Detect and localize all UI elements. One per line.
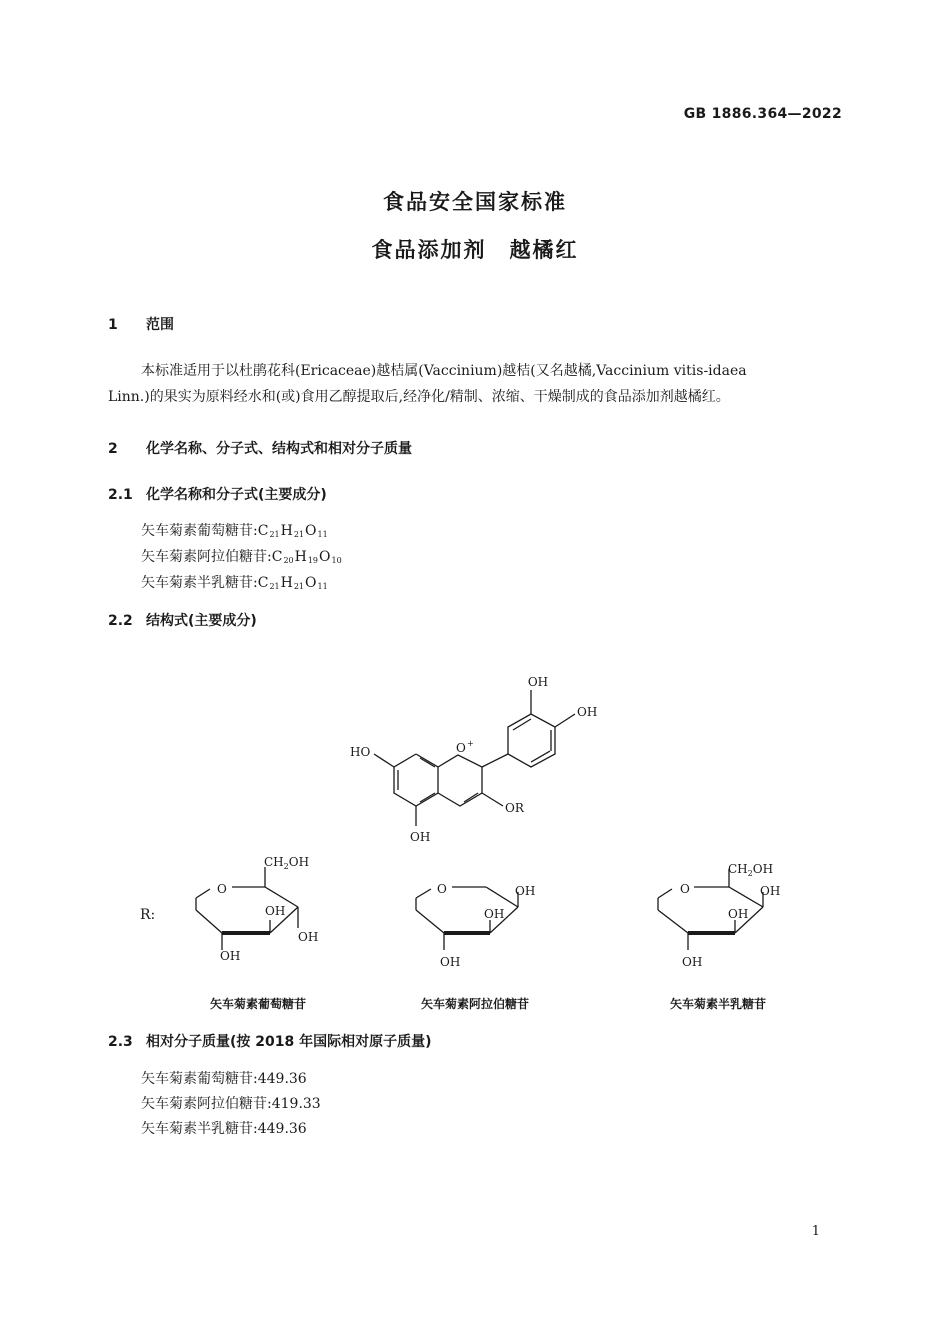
- element-symbol: C: [257, 523, 269, 539]
- arabinoside-labels: [437, 882, 535, 969]
- cyanidin-core-bonds: [374, 690, 575, 826]
- oh-label: OH: [440, 955, 461, 969]
- oh-label: OH: [265, 904, 286, 918]
- r-group-label: R:: [140, 907, 156, 923]
- oxonium-label: O: [456, 741, 466, 755]
- ch2oh-label: $CH_2OH$: [264, 855, 310, 871]
- galactoside-labels: [680, 862, 780, 969]
- oh-label: OH: [760, 884, 781, 898]
- cyanidin-core-labels: [350, 675, 597, 844]
- oh-label: OH: [527, 675, 549, 689]
- element-count: 21: [269, 582, 280, 591]
- element-count: 11: [317, 582, 328, 591]
- section-2-1-heading: [108, 484, 327, 504]
- element-count: 21: [293, 582, 305, 591]
- formula-item: [141, 572, 329, 592]
- element-symbol: H: [280, 575, 293, 591]
- compound-name: 矢车菊素葡萄糖苷:: [141, 1071, 258, 1087]
- ring-oxygen-label: O: [437, 882, 447, 896]
- section-number: 1: [108, 317, 118, 333]
- oh-label: OH: [577, 705, 598, 719]
- element-symbol: O: [305, 523, 317, 539]
- element-count: 10: [331, 556, 342, 565]
- element-symbol: H: [294, 549, 307, 565]
- section-number: 2.3: [108, 1034, 133, 1050]
- structure-caption-arabinoside: 矢车菊素阿拉伯糖苷: [420, 997, 529, 1011]
- compound-name: 矢车菊素半乳糖苷:: [141, 575, 258, 591]
- element-symbol: H: [280, 523, 293, 539]
- element-symbol: C: [257, 575, 269, 591]
- molecular-mass: 419.33: [271, 1096, 321, 1112]
- ch2oh-label: $CH_2OH$: [728, 862, 774, 878]
- element-symbol: C: [271, 549, 283, 565]
- structure-caption-glucoside: 矢车菊素葡萄糖苷: [209, 997, 306, 1011]
- section-title: 结构式(主要成分): [146, 613, 257, 629]
- scope-paragraph-line2: Linn.)的果实为原料经水和(或)食用乙醇提取后,经净化/精制、浓缩、干燥制成的食品添加剂越橘红。: [108, 389, 730, 405]
- section-title: 化学名称、分子式、结构式和相对分子质量: [146, 441, 412, 457]
- document-subtitle: 食品添加剂 越橘红: [371, 238, 579, 262]
- element-count: 20: [283, 556, 294, 565]
- or-label: OR: [505, 801, 524, 815]
- standard-number: GB 1886.364—2022: [683, 106, 842, 122]
- formula-item: [141, 546, 343, 566]
- element-count: 21: [269, 530, 280, 539]
- element-count: 19: [307, 556, 319, 565]
- compound-name: 矢车菊素阿拉伯糖苷:: [141, 549, 272, 565]
- element-symbol: O: [319, 549, 331, 565]
- element-count: 21: [293, 530, 305, 539]
- ho-label: HO: [350, 745, 371, 759]
- oh-label: OH: [220, 949, 241, 963]
- section-2-heading: [108, 438, 412, 458]
- document-title: 食品安全国家标准: [383, 190, 567, 214]
- section-2-2-heading: [108, 610, 257, 630]
- molecular-mass: 449.36: [257, 1121, 307, 1137]
- section-number: 2.1: [108, 487, 133, 503]
- oh-label: OH: [515, 884, 536, 898]
- section-number: 2: [108, 441, 118, 457]
- element-count: 11: [317, 530, 328, 539]
- scope-paragraph-line1: 本标准适用于以杜鹃花科(Ericaceae)越桔属(Vaccinium)越桔(又名越橘,Vaccinium vitis-idaea: [141, 363, 747, 379]
- charge-label: +: [467, 739, 474, 748]
- section-title: 范围: [146, 317, 174, 333]
- mass-item: [141, 1068, 307, 1088]
- section-title: 相对分子质量(按 2018 年国际相对原子质量): [146, 1034, 432, 1050]
- molecular-mass: 449.36: [257, 1071, 307, 1087]
- oh-label: OH: [298, 930, 319, 944]
- oh-label: OH: [728, 907, 749, 921]
- structural-formula: [0, 660, 950, 990]
- section-title: 化学名称和分子式(主要成分): [146, 487, 327, 503]
- mass-item: [141, 1118, 307, 1138]
- element-symbol: O: [305, 575, 317, 591]
- ring-oxygen-label: O: [680, 882, 690, 896]
- oh-label: OH: [682, 955, 703, 969]
- oh-label: OH: [484, 907, 505, 921]
- compound-name: 矢车菊素葡萄糖苷:: [141, 523, 258, 539]
- glucoside-labels: [217, 855, 318, 963]
- section-2-3-heading: [108, 1031, 432, 1051]
- structure-caption-galactoside: 矢车菊素半乳糖苷: [669, 997, 766, 1011]
- compound-name: 矢车菊素阿拉伯糖苷:: [141, 1096, 272, 1112]
- section-1-heading: [108, 314, 174, 334]
- oh-label: OH: [410, 830, 431, 844]
- ring-oxygen-label: O: [217, 882, 227, 896]
- compound-name: 矢车菊素半乳糖苷:: [141, 1121, 258, 1137]
- formula-item: [141, 520, 329, 540]
- mass-item: [141, 1093, 321, 1113]
- section-number: 2.2: [108, 613, 133, 629]
- page-number: 1: [811, 1224, 820, 1239]
